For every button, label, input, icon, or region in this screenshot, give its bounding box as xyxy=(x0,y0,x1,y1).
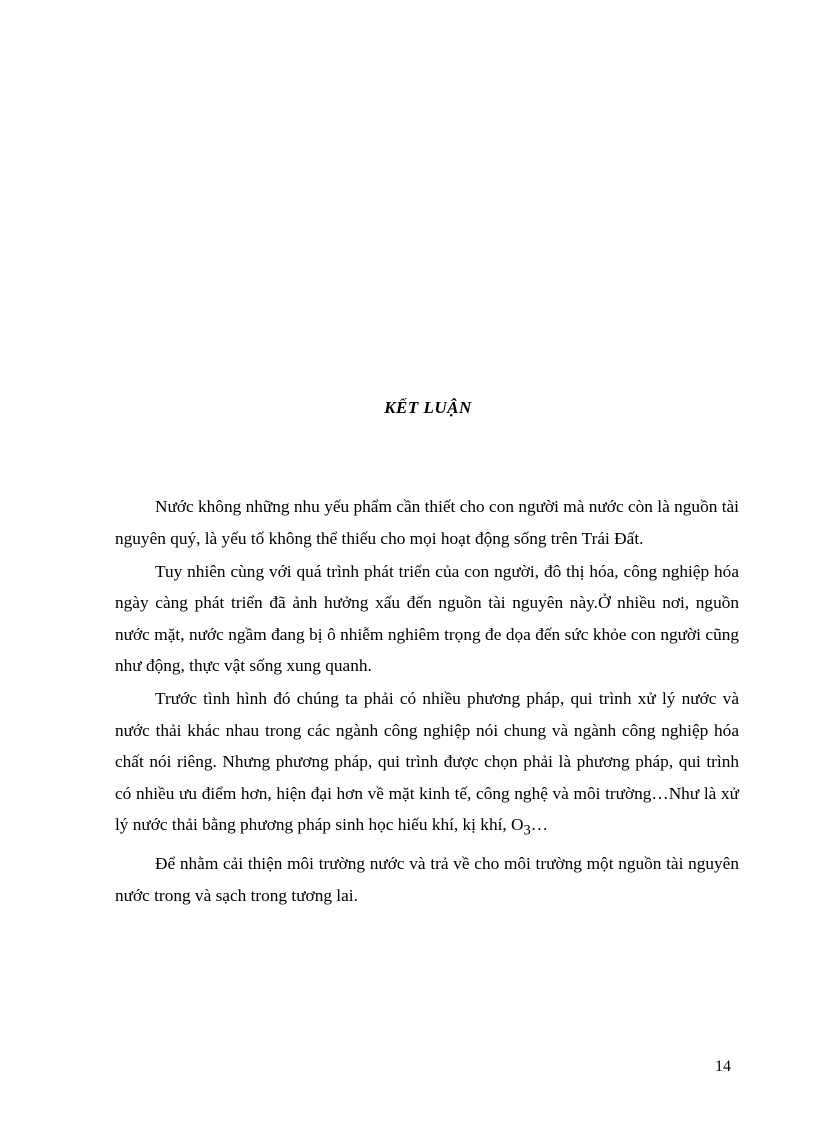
paragraph-3 xyxy=(115,683,739,847)
page-number: 14 xyxy=(715,1058,731,1075)
paragraph-4: Để nhằm cải thiện môi trường nước và trả về cho môi trường một nguồn tài nguyên nước trong và sạch trong tương lai. xyxy=(115,854,739,905)
ozone-formula xyxy=(511,815,549,839)
paragraph-2: Tuy nhiên cùng với quá trình phát triển của con người, đô thị hóa, công nghiệp hóa ngày càng phát triển đã ảnh hưởng xấu đến nguồn tài nguyên này.Ở nhiều nơi, nguồn nước mặt, nước ngầm đang bị ô nhiễm nghiêm trọng đe dọa đến sức khỏe con người cũng như động, thực vật sống xung quanh. xyxy=(115,561,739,675)
ozone-base: O xyxy=(511,815,524,834)
body-text xyxy=(115,491,739,913)
ozone-suffix: … xyxy=(530,815,549,834)
ozone-subscript: 3 xyxy=(523,822,531,839)
paragraph-3-text: Trước tình hình đó chúng ta phải có nhiều phương pháp, qui trình xử lý nước và nước thải khác nhau trong các ngành công nghiệp nói chung và ngành công nghiệp hóa chất nói riêng. Nhưng phương pháp, qui trình được chọn phải là phương pháp, qui trình có nhiều ưu điểm hơn, hiện đại hơn về mặt kinh tế, công nghệ và môi trường…Như là xử lý nước thải bằng phương pháp sinh học hiếu khí, kị khí, xyxy=(115,689,739,834)
paragraph-1: Nước không những nhu yếu phẩm cần thiết cho con người mà nước còn là nguồn tài nguyên quý, là yếu tố không thể thiếu cho mọi hoạt động sống trên Trái Đất. xyxy=(115,497,739,548)
page-title: KẾT LUẬN xyxy=(384,398,472,417)
